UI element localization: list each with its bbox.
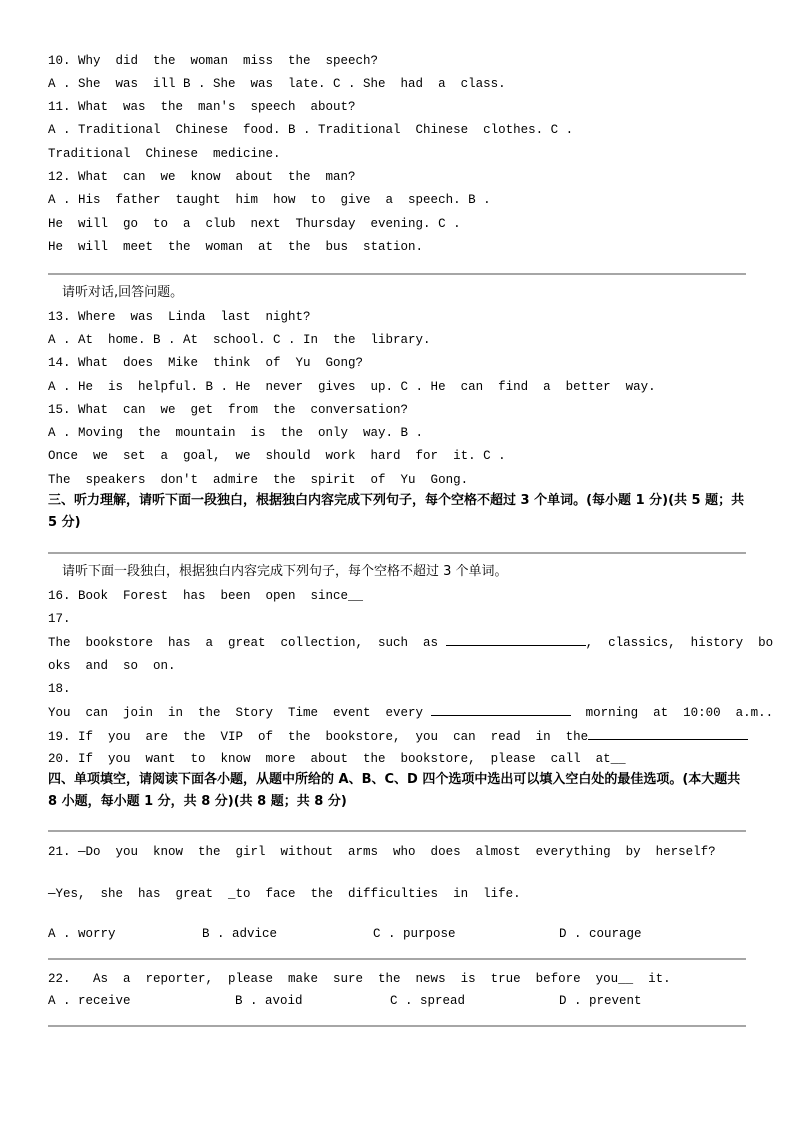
answer-blank[interactable] (431, 703, 571, 716)
question-11-options-cont: Traditional Chinese medicine. (48, 147, 281, 161)
question-16: 16. Book Forest has been open since__ (48, 589, 364, 603)
question-13: 13. Where was Linda last night? (48, 310, 311, 324)
question-13-options: A . At home. B . At school. C . In the library. (48, 333, 431, 347)
question-18: You can join in the Story Time event every morning at 10:00 a.m.. (48, 703, 748, 722)
question-15-option-a: A . Moving the mountain is the only way. B . (48, 426, 424, 440)
question-19: 19. If you are the VIP of the bookstore, you can read in the (48, 727, 748, 746)
question-18-number: 18. (48, 682, 71, 696)
answer-blank[interactable] (446, 633, 586, 646)
option-d[interactable]: D . prevent (559, 994, 642, 1008)
question-21-reply: —Yes, she has great _to face the difficulties in life. (48, 887, 521, 901)
question-12-option-c: He will meet the woman at the bus station. (48, 240, 424, 254)
question-10: 10. Why did the woman miss the speech? (48, 54, 379, 68)
question-14: 14. What does Mike think of Yu Gong? (48, 356, 364, 370)
question-21-options (48, 925, 748, 943)
option-c[interactable]: C . spread (390, 994, 466, 1008)
question-12-option-b: He will go to a club next Thursday evening. C . (48, 217, 461, 231)
question-15-option-c: The speakers don't admire the spirit of Yu Gong. (48, 473, 469, 487)
question-11-options: A . Traditional Chinese food. B . Traditional Chinese clothes. C . (48, 123, 574, 137)
divider (48, 1025, 746, 1027)
divider (48, 552, 746, 554)
question-22: 22. As a reporter, please make sure the news is true before you__ it. (48, 972, 671, 986)
option-a[interactable]: A . worry (48, 927, 116, 941)
divider (48, 830, 746, 832)
question-14-options: A . He is helpful. B . He never gives up. C . He can find a better way. (48, 380, 656, 394)
question-15: 15. What can we get from the conversation? (48, 403, 409, 417)
question-22-options (48, 992, 748, 1010)
option-d[interactable]: D . courage (559, 927, 642, 941)
question-17-number: 17. (48, 612, 71, 626)
section-intro: 请听对话,回答问题。 (62, 285, 184, 300)
divider (48, 273, 746, 275)
question-20: 20. If you want to know more about the bookstore, please call at__ (48, 752, 626, 766)
question-17: The bookstore has a great collection, such as , classics, history bo (48, 633, 748, 652)
option-b[interactable]: B . advice (202, 927, 278, 941)
question-15-option-b: Once we set a goal, we should work hard for it. C . (48, 449, 506, 463)
question-17-cont: oks and so on. (48, 659, 176, 673)
question-11: 11. What was the man's speech about? (48, 100, 356, 114)
answer-blank[interactable] (588, 727, 748, 740)
section-3-heading: 三、听力理解，请听下面一段独白，根据独白内容完成下列句子，每个空格不超过 3 个单词。(每小题 1 分)(共 5 题；共 5 分) (48, 493, 745, 530)
section-intro: 请听下面一段独白，根据独白内容完成下列句子，每个空格不超过 3 个单词。 (62, 564, 508, 579)
option-c[interactable]: C . purpose (373, 927, 456, 941)
option-b[interactable]: B . avoid (235, 994, 303, 1008)
section-4-heading: 四、单项填空，请阅读下面各小题，从题中所给的 A、B、C、D 四个选项中选出可以填入空白处的最佳选项。(本大题共 8 小题，每小题 1 分，共 8 分)(共 8 题；共 8 分) (48, 772, 741, 809)
question-12-option-a: A . His father taught him how to give a speech. B . (48, 193, 491, 207)
question-10-options: A . She was ill B . She was late. C . She had a class. (48, 77, 506, 91)
divider (48, 958, 746, 960)
question-21: 21. —Do you know the girl without arms who does almost everything by herself? (48, 845, 716, 859)
option-a[interactable]: A . receive (48, 994, 131, 1008)
question-12: 12. What can we know about the man? (48, 170, 356, 184)
